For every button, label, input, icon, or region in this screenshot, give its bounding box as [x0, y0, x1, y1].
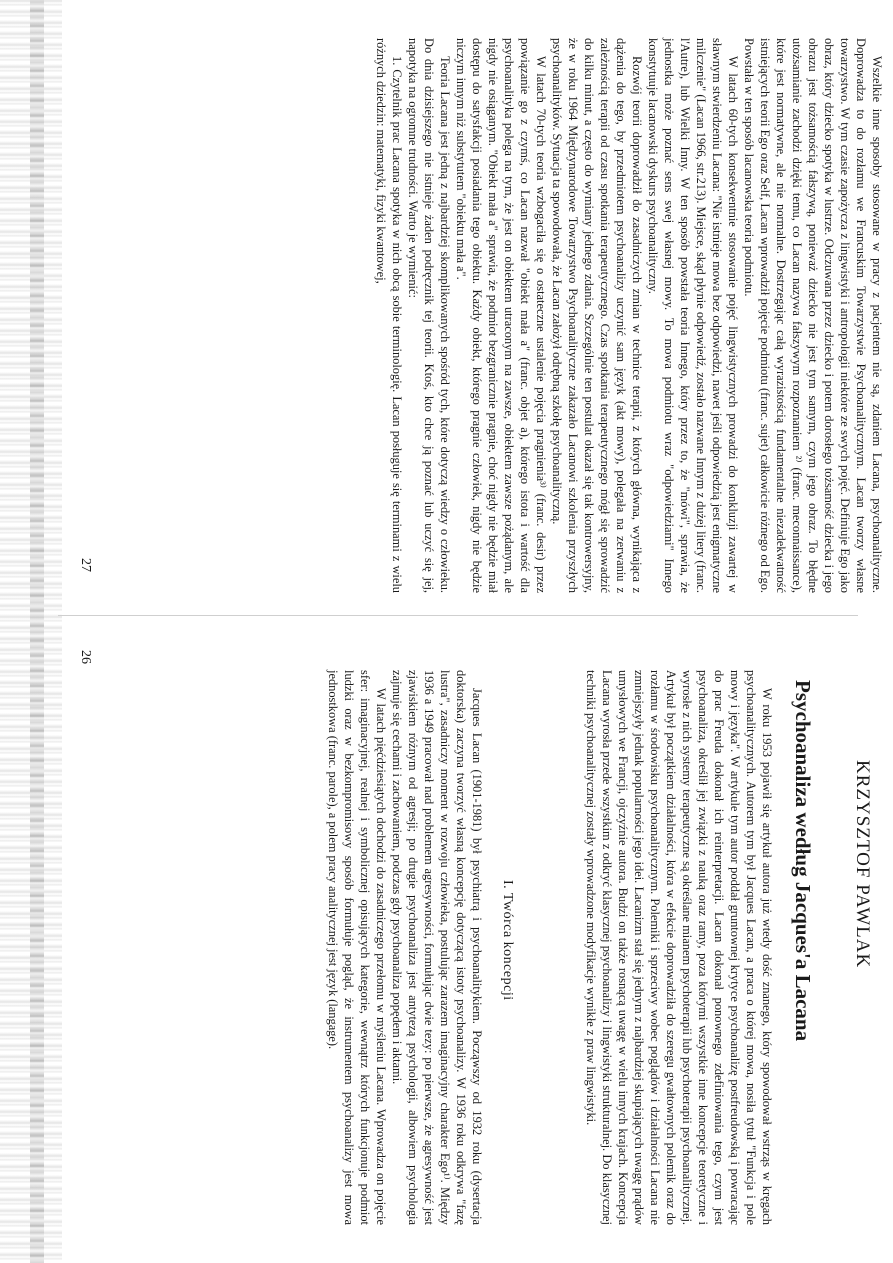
page-number: 27 [78, 558, 93, 572]
paragraph: Teoria Lacana jest jedną z najbardziej skomplikowanych spośród tych, które dotyczą wiedzy o człowieku. Do dnia dzisiejszego nie istnieje żaden podręcznik tej teorii. Ktoś, kto chce ją poznać lub uczyć się jej, napotyka na ogromne trudności. Warto je wymienić: [406, 38, 452, 593]
intro-body [583, 670, 775, 1225]
page-number: 26 [78, 650, 93, 664]
paragraph: Rozwój teorii doprowadził do zasadniczych zmian w technice terapii, z których główna, wynikająca z dążenia do tego, by przedmiotem psychoanalizy uczynić sam język (akt mowy), polegała na zerwaniu z zależnością terapii od czasu spotkania terapeutycznego. Czas spotkania terapeutycznego mógł się sprowadzić do kilku minut, a często do wymiany jednego zdania. Szczególnie ten postulat okazał się tak kontrowersyjny, że w roku 1964 Międzynarodowe Towarzystwo Psychoanalityczne zakazało Lacanowi szkolenia przyszłych psychoanalityków. Sytuacja ta spowodowała, że Lacan założył odrębną szkołę psychoanalityczną. [550, 38, 644, 593]
paragraph: Jacques Lacan (1901-1981) był psychiatrą i psychoanalitykiem. Począwszy od 1932 roku (dysertacja doktorska) zaczyna tworzyć własną koncepcję dotyczącą istoty psychoanalizy. W 1936 roku odkrywa "fazę lustra", zasadniczy moment w rozwoju człowieka, postulując zarazem imaginacyjny charakter Ego¹⁾. Między 1936 a 1949 pracował nad problemem agresywności, formułując dwie tezy: po pierwsze, że agresywność jest zjawiskiem różnym od agresji; po drugie psychoanaliza jest antytezą psychologii, albowiem psychologia zajmuje się cechami i zachowaniem, podczas gdy psychoanaliza popędem i aktami. [390, 670, 484, 1225]
page-right [45, 18, 885, 618]
section-heading: I. Twórca koncepcji [500, 880, 515, 1001]
page-left [45, 650, 885, 1250]
paragraph: W latach pięćdziesiątych dochodzi do zasadniczego przełomu w myśleniu Lacana. Wprowadza on pojęcie sfer: imaginacyjnej, realnej i symbolicznej opisujących kategorie, wewnątrz których funkcjonuje podmiot ludzki oraz w bezkompromisowy sposób formułuje pogląd, że instrumentem psychoanalizy jest mowa jednostkowa (franc. parole), a polem pracy analitycznej jest język (langage). [326, 670, 388, 1225]
page-right-body [373, 38, 885, 593]
scan-binding-strip [30, 0, 44, 1263]
author-name: KRZYSZTOF PAWLAK [852, 760, 873, 969]
paragraph: W latach 70-tych teoria wzbogaciła się o ostateczne ustalenie pojęcia pragnienia³⁾ (franc. desir) przez powiązanie go z czymś, co Lacan nazwał "obiekt mała a" (franc. objet a), którego istota i wartość dla psychoanalityka polega na tym, że jest on obiektem utraconym na zawsze, obiektem zawsze pożądanym, ale nigdy nie osiąganym. "Obiekt mała a" sprawia, że podmiot bezgranicznie pragnie, choć nigdy nie będzie miał dostępu do satysfakcji posiadania tego obiektu. Każdy obiekt, którego pragnie człowiek, nigdy nie będzie niczym innym niż substytutem "obiektu mała a". [454, 38, 548, 593]
paragraph: W latach 60-tych konsekwentnie stosowanie pojęć lingwistycznych prowadzi do konkluzji zawartej w sławnym stwierdzeniu Lacana: "Nie istnieje mowa bez odpowiedzi, nawet jeśli odpowiedzią jest enigmatyczne milczenie" (Lacan 1966, str.213). Miejsce, skąd płynie odpowiedź, zostało nazwane Innym z dużej litery (franc. l'Autre), lub Wielki Inny. W ten sposób powstała teoria Innego, który przez to, że "mówi", sprawia, że jednostka może poznać sens swej własnej mowy. To mowa podmiotu wraz "odpowiedziami" Innego konstytuuje lacanowski dyskurs psychoanalityczny. [646, 38, 740, 593]
paragraph: W roku 1953 pojawił się artykuł autora już wtedy dość znanego, który spowodował wstrząs w kręgach psychoanalitycznych. Autorem tym był Jacques Lacan, a praca o której mowa, nosiła tytuł "Funkcja i pole mowy i języka". W artykule tym autor poddał gruntownej krytyce psychoanalizę postfreudowską i powracając do prac Freuda dokonał ich reinterpretacji. Lacan dokonał ponownego zdefiniowania tego, czym jest psychoanaliza, określił jej związki z nauką oraz ramy, poza którymi wszystkie inne koncepcje teoretyczne i wyrosłe z nich systemy terapeutyczne są określane mianem psychoterapii lub psychoterapii psychoanalitycznej. Artykuł był początkiem działalności, która w efekcie doprowadziła do szeregu gwałtownych polemik oraz do rozłamu w środowisku psychoanalitycznym. Polemiki i sprzeciwy wobec poglądów i działalności Lacana nie zmniejszyły jednak popularności jego idei. Lacanizm stał się jednym z najbardziej skupiających uwagę prądów umysłowych we Francji, ojczyźnie autora. Budzi on także rosnącą uwagę w wielu innych krajach. Koncepcja Lacana wyrosła przede wszystkim z odkryć klasycznej psychoanalizy i lingwistyki strukturalnej. Do klasycznej techniki psychoanalitycznej zostały wprowadzone modyfikacje wynikłe z praw lingwistyki. [584, 670, 774, 1225]
article-title: Psychoanaliza według Jacques'a Lacana [791, 680, 815, 1042]
paragraph: Wszelkie inne sposoby stosowane w pracy z pacjentem nie są, zdaniem Lacana, psychoanalityczne. Doprowadza to do rozłamu we Francuskim Towarzystwie Psychoanalitycznym. Lacan tworzy własne towarzystwo. W tym czasie zapożycza z lingwistyki i antropologii niektóre ze swych pojęć. Definiuje Ego jako obraz, który dziecko spotyka w lustrze. Odczuwana przez dziecko i potem dorosłego tożsamość dziecka i jego obrazu jest tożsamością fałszywą, ponieważ dziecko nie jest tym samym, czym jego obraz. To błędne utożsamianie zachodzi dzięki temu, co Lacan nazywa fałszywym rozpoznaniem ²⁾ (franc. meconnaissance), które jest normatywne, ale nie normalne. Dostrzegając całą wyrazistością fundamentalne niezadekwatność istniejących teorii Ego oraz Self, Lacan wprowadził pojęcie podmiotu (franc. sujet) całkowicie różnego od Ego. Powstała w ten sposób lacanowska teoria podmiotu. [742, 38, 884, 593]
section-body [325, 670, 485, 1225]
paragraph: 1. Czytelnik prac Lacana spotyka w nich obcą sobie terminologię. Lacan posługuje się terminami z wielu różnych dziedzin: matematyki, fizyki kwantowej, [374, 38, 404, 593]
